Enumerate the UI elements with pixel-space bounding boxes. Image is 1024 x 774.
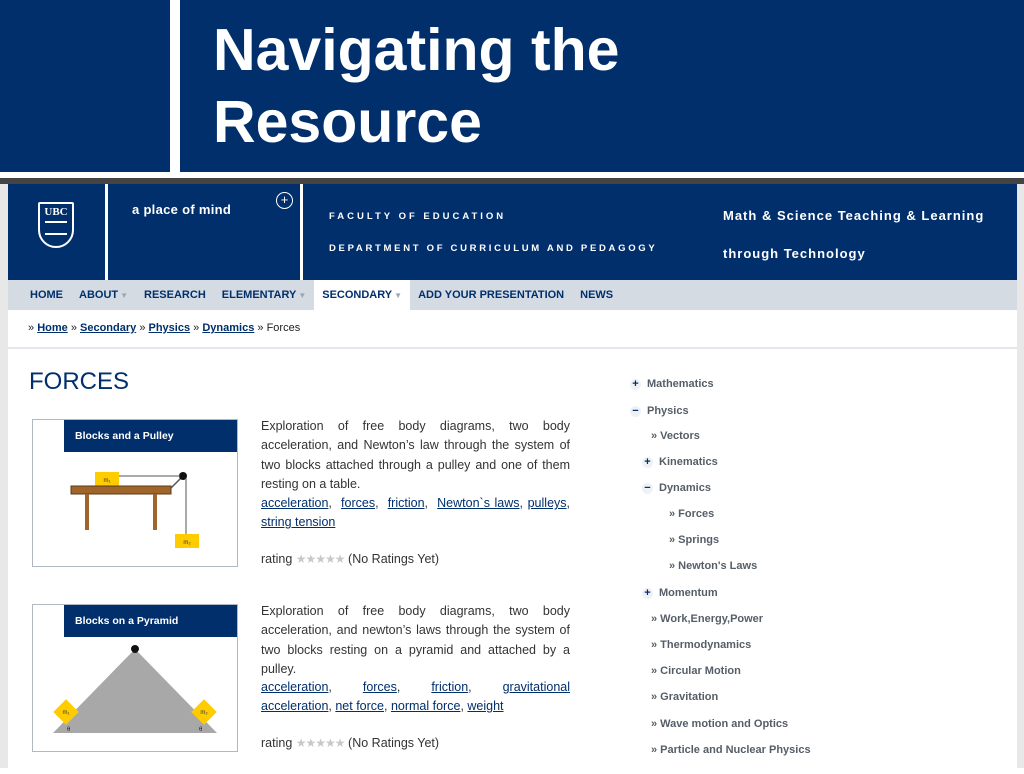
sim-thumbnail-pyramid[interactable] xyxy=(32,604,238,752)
main-nav xyxy=(8,280,1017,310)
pyramid-diagram xyxy=(33,637,237,751)
banner-divider xyxy=(300,184,303,280)
table-leg-icon xyxy=(85,494,89,530)
tag-link[interactable]: acceleration xyxy=(261,496,329,510)
tree-item-springs[interactable]: » Springs xyxy=(669,534,720,546)
nav-home[interactable] xyxy=(22,280,71,310)
tag-link[interactable]: normal force xyxy=(390,699,461,714)
breadcrumb-separator: » xyxy=(70,322,77,334)
tag-link[interactable]: Newton`s laws xyxy=(437,496,520,510)
breadcrumb-separator: » xyxy=(193,322,200,334)
nav-news-label: NEWS xyxy=(580,289,614,301)
tree-item-work-energy-power[interactable]: » Work,Energy,Power xyxy=(651,613,764,625)
faculty-link[interactable]: FACULTY OF EDUCATION xyxy=(329,211,507,222)
nav-elementary-label: ELEMENTARY xyxy=(221,289,297,301)
rating-label: rating xyxy=(261,736,293,750)
tree-item-dynamics[interactable] xyxy=(642,482,711,494)
tree-item-momentum[interactable] xyxy=(642,587,718,599)
nav-elementary[interactable] xyxy=(214,280,314,310)
expand-plus-icon[interactable]: + xyxy=(276,192,293,209)
banner-divider xyxy=(105,184,108,280)
tree-item-gravitation[interactable]: » Gravitation xyxy=(651,691,719,703)
breadcrumb-separator: » xyxy=(28,322,35,334)
breadcrumb-current: Forces xyxy=(266,322,301,334)
rating-row xyxy=(261,552,439,566)
chevron-down-icon: ▼ xyxy=(394,291,403,300)
rating-row xyxy=(261,736,439,750)
tree-item-label: Momentum xyxy=(659,587,718,599)
tree-item-label: Physics xyxy=(647,405,689,417)
nav-about-label: ABOUT xyxy=(79,289,119,301)
star-rating-icon[interactable]: ★★★★★ xyxy=(295,736,345,750)
nav-add-presentation-label: ADD YOUR PRESENTATION xyxy=(418,289,565,301)
sim-tags: acceleration, forces, friction, gravitational acceleration, net force, normal force, weight xyxy=(261,680,570,714)
breadcrumb-dynamics[interactable]: Dynamics xyxy=(202,322,255,334)
breadcrumb-separator: » xyxy=(139,322,146,334)
page-title: FORCES xyxy=(29,368,130,395)
chevron-down-icon: ▼ xyxy=(120,291,129,300)
slide-title-line-1: Navigating the xyxy=(213,17,620,83)
tree-item-wave-motion-optics[interactable]: » Wave motion and Optics xyxy=(651,718,789,730)
tree-item-circular-motion[interactable]: » Circular Motion xyxy=(651,665,741,677)
sim-thumbnail-title: Blocks on a Pyramid xyxy=(33,605,237,637)
ubc-logo-text: UBC xyxy=(44,206,68,218)
department-link[interactable]: DEPARTMENT OF CURRICULUM AND PEDAGOGY xyxy=(329,243,658,254)
website-screenshot xyxy=(0,178,1024,768)
table-icon xyxy=(71,486,171,494)
nav-add-presentation[interactable] xyxy=(410,280,572,310)
slide-title xyxy=(213,14,620,158)
table-leg-icon xyxy=(153,494,157,530)
nav-about[interactable] xyxy=(71,280,136,310)
tree-item-physics[interactable] xyxy=(630,405,689,417)
tree-item-label: Dynamics xyxy=(659,482,711,494)
nav-research[interactable] xyxy=(136,280,214,310)
angle-label: θ xyxy=(67,727,71,733)
sim-thumbnail-pulley[interactable] xyxy=(32,419,238,567)
tree-item-forces[interactable]: » Forces xyxy=(669,508,715,520)
angle-label: θ xyxy=(199,727,203,733)
pyramid-icon xyxy=(53,649,217,733)
tag-link[interactable]: forces xyxy=(362,680,397,694)
ubc-logo[interactable] xyxy=(38,202,74,248)
slide-title-line-2: Resource xyxy=(213,89,482,155)
block-1-label: m₁ xyxy=(62,710,70,716)
slide-header xyxy=(0,0,1024,172)
project-title-line-1: Math & Science Teaching & Learning xyxy=(723,208,985,223)
tag-link[interactable]: string tension xyxy=(261,515,336,530)
nav-home-label: HOME xyxy=(30,289,63,301)
expand-plus-icon[interactable]: + xyxy=(642,457,653,468)
ubc-crest-icon xyxy=(45,221,67,235)
chevron-down-icon: ▼ xyxy=(298,291,307,300)
tag-link[interactable]: pulleys xyxy=(527,496,567,510)
web-page xyxy=(8,184,1017,774)
rating-text: (No Ratings Yet) xyxy=(348,552,440,566)
tag-link[interactable]: friction xyxy=(431,680,469,694)
collapse-minus-icon[interactable]: − xyxy=(630,406,641,417)
nav-news[interactable] xyxy=(572,280,621,310)
block-1-label: m₁ xyxy=(103,478,111,484)
star-rating-icon[interactable]: ★★★★★ xyxy=(295,552,345,566)
expand-plus-icon[interactable]: + xyxy=(642,588,653,599)
block-2-label: m₂ xyxy=(183,540,191,546)
tagline: a place of mind xyxy=(132,202,232,217)
block-2-label: m₂ xyxy=(200,710,208,716)
pulley-diagram xyxy=(33,452,237,566)
sim-thumbnail-title: Blocks and a Pulley xyxy=(33,420,237,452)
breadcrumb-divider xyxy=(8,347,1017,349)
ubc-banner xyxy=(8,184,1017,280)
sim-tags: acceleration, forces, friction, Newton`s laws, pulleys, string tension xyxy=(261,496,571,530)
tree-item-label: Kinematics xyxy=(659,456,718,468)
pulley-icon xyxy=(131,645,139,653)
tag-link[interactable]: weight xyxy=(467,699,504,714)
breadcrumb xyxy=(28,322,300,334)
tag-link[interactable]: net force xyxy=(335,699,384,714)
tree-item-particle-nuclear-physics[interactable]: » Particle and Nuclear Physics xyxy=(651,744,811,756)
tree-item-vectors[interactable]: » Vectors xyxy=(651,430,700,442)
breadcrumb-home[interactable]: Home xyxy=(37,322,68,334)
tree-item-kinematics[interactable] xyxy=(642,456,718,468)
rating-text: (No Ratings Yet) xyxy=(348,736,440,750)
sim-description: Exploration of free body diagrams, two body acceleration, and newton’s laws through the system of two blocks resting on a pyramid and attached by a pulley. xyxy=(261,604,570,677)
tag-link[interactable]: forces xyxy=(341,496,376,510)
rating-label: rating xyxy=(261,552,293,566)
tag-link[interactable]: gravitational acceleration xyxy=(261,680,570,714)
tree-item-mathematics[interactable] xyxy=(630,378,714,390)
tree-item-newtons-laws[interactable]: » Newton's Laws xyxy=(669,560,758,572)
project-title-line-2: through Technology xyxy=(723,246,866,261)
tag-link[interactable]: acceleration xyxy=(261,680,329,694)
tree-item-thermodynamics[interactable]: » Thermodynamics xyxy=(651,639,752,651)
tag-link[interactable]: friction xyxy=(387,496,425,510)
nav-secondary[interactable] xyxy=(314,280,410,310)
sim-description: Exploration of free body diagrams, two body acceleration, and Newton’s law through the system of two blocks attached through a pulley and one of them resting on a table. xyxy=(261,419,570,492)
breadcrumb-separator: » xyxy=(257,322,264,334)
slide-header-left-block xyxy=(0,0,170,172)
tree-item-label: Mathematics xyxy=(647,378,714,390)
nav-secondary-label: SECONDARY xyxy=(322,289,393,301)
nav-research-label: RESEARCH xyxy=(144,289,206,301)
breadcrumb-secondary[interactable]: Secondary xyxy=(80,322,137,334)
collapse-minus-icon[interactable]: − xyxy=(642,483,653,494)
expand-plus-icon[interactable]: + xyxy=(630,379,641,390)
breadcrumb-physics[interactable]: Physics xyxy=(148,322,191,334)
